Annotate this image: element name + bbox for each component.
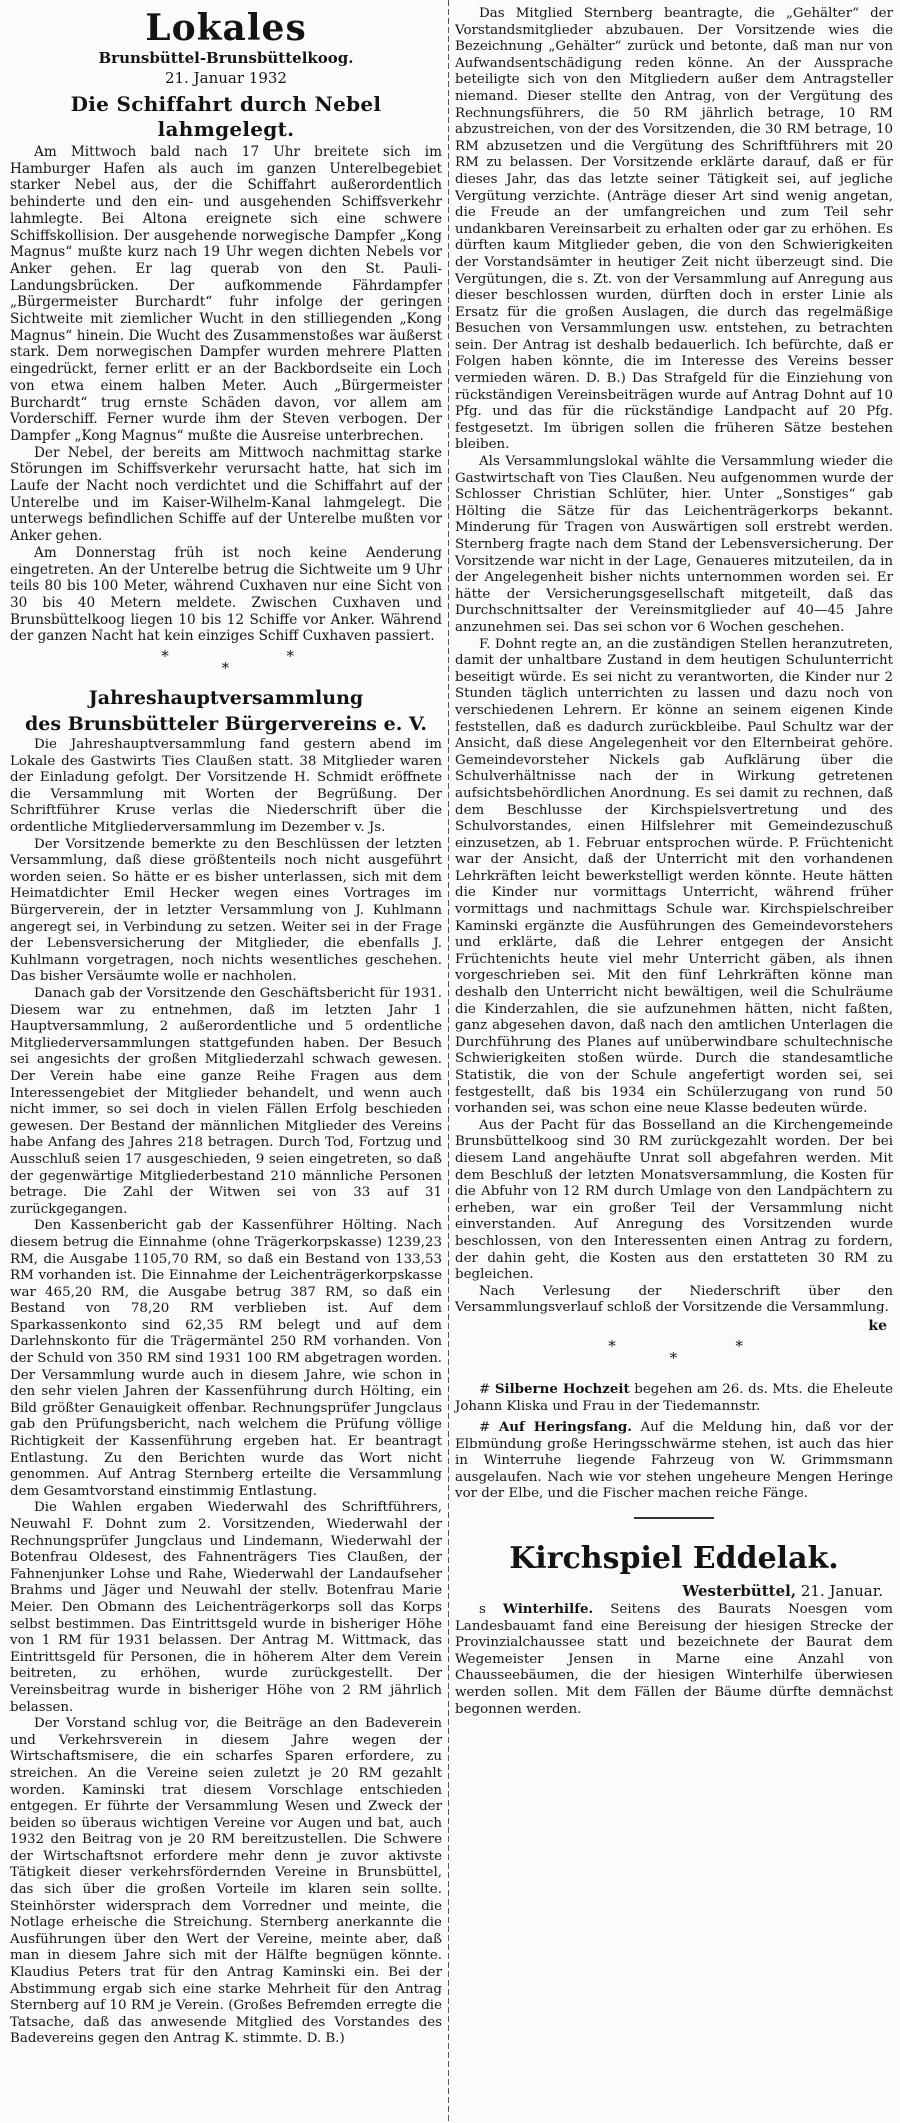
eddelak-dateline-place: Westerbüttel, [682,1582,797,1601]
article-assembly-paragraph: Die Wahlen ergaben Wiederwahl des Schriftführers, Neuwahl F. Dohnt zum 2. Vorsitzenden, Wiederwahl der Rechnungsprüfer Jungclaus und Lindemann, Wiederwahl der Botenfrau Oldesest, des Fahnenträgers Ties Claußen, der Fahnenjunker Lohse und Rahe, Wiederwahl der Landaufseher Brahms und Jäger und Neuwahl der stellv. Botenfrau Marie Meier. Den Obmann des Leichenträgerkorps soll das Korps selbst bestimmen. Das Eintrittsgeld wurde in bisheriger Höhe von 1 RM für 1931 belassen. Der Antrag M. Wittmack, das Eintrittsgeld für Personen, die in höherem Alter dem Verein beitreten, zu erhöhen, wurde zurückgestellt. Der Vereinsbeitrag wurde in bisheriger Höhe von 2 RM jährlich belassen. [10,1500,442,1715]
short-news-item [455,1419,893,1503]
section-separator [10,647,442,681]
article-assembly [10,685,442,2048]
article-assembly-continued [455,0,893,1335]
article-assembly-paragraph: Nach Verlesung der Niederschrift über den Versammlungsverlauf schloß der Vorsitzende die Versammlung. [455,1283,893,1316]
article-assembly-paragraph: Danach gab der Vorsitzende den Geschäftsbericht für 1931. Diesem war zu entnehmen, daß im letzten Jahr 1 Hauptversammlung, 2 außerordentliche und 5 ordentliche Mitgliederversammlungen stattgefunden haben. Der Besuch sei angesichts der großen Mitgliederzahl schwach gewesen. Der Verein habe eine ganze Reihe Fragen aus dem Interessengebiet der Mitglieder behandelt, und wenn auch nicht immer, so sei doch in vielen Fällen Erfolg beschieden gewesen. Der Bestand der männlichen Mitglieder des Vereins habe Anfang des Jahres 218 betragen. Durch Tod, Fortzug und Ausschluß seien 17 ausgeschieden, 9 seien eingetreten, so daß der gegenwärtige Mitgliederbestand 210 männliche Personen betrage. Die Zahl der Witwen sei von 33 auf 31 zurückgegangen. [10,986,442,1217]
hash-marker-icon: # [479,1381,491,1397]
separator-star: * [735,1336,743,1355]
dateline-place: Brunsbüttel-Brunsbüttelkoog. [98,49,354,67]
section-rule [634,1517,714,1519]
short-news-item [455,1381,893,1415]
article-assembly-paragraph: F. Dohnt regte an, an die zuständigen Stellen heranzutreten, damit der unhaltbare Zustand in dem heutigen Schulunterricht beseitigt würde. Es sei nicht zu verantworten, die Kinder nur 2 Stunden täglich unterrichten zu lassen und dazu noch von verschiedenen Lehrern. Er könne an seinem eigenen Kinde feststellen, daß es dadurch zurückbleibe. Paul Schultz war der Ansicht, daß diese Angelegenheit vor den Elternbeirat gehöre. Gemeindevorsteher Nickels gab Aufklärung über die Schulverhältnisse nach der in Wirkung getretenen aufsichtsbehördlichen Anordnung. Es sei damit zu rechnen, daß dem Beschlusse der Kirchspielsvertretung und des Schulvorstandes, einen Hilfslehrer mit Gemeindezuschuß einzusetzen, ab 1. Februar entsprochen würde. P. Früchtenicht war der Ansicht, daß der Unterricht mit den vorhandenen Lehrkräften leicht bewerkstelligt werden könnte. Heute hätten die Kinder nur vormittags Unterricht, während früher vormittags und nachmittags Schule war. Kirchspielschreiber Kaminski ergänzte die Ausführungen des Gemeindevorstehers und erklärte, daß die Lehrer entgegen der Ansicht Früchtenichts heute viel mehr Unterricht gäben, als ihnen vorgeschrieben sei. Mit den fünf Lehrkräften könne man deshalb den Unterricht nicht bewältigen, weil die Schulräume die Kinderzahlen, die sie aufzunehmen hätten, nicht faßten, ganz abgesehen davon, daß nach den amtlichen Unterlagen die Durchführung des Planes auf unüberwindbare schultechnische Schwierigkeiten stoßen würde. Durch die standesamtliche Statistik, die von der Schule angefertigt worden sei, sei festgestellt, daß bis 1934 ein Schülerzugang von rund 50 vorhanden sei, was schon eine neue Klasse bedeuten würde. [455,636,893,1117]
short-news-title: Auf Heringsfang. [498,1419,632,1436]
article-assembly-headline-line1: Jahreshauptversammlung [88,687,364,710]
eddelak-item-title: Winterhilfe. [502,1601,594,1618]
article-assembly-paragraph: Der Vorstand schlug vor, die Beiträge an den Badeverein und Verkehrsverein in diesem Jahre wegen der Wirtschaftsmisere, die ein scharfes Sparen erfordere, zu streichen. An die Vereine seien zuletzt je 20 RM gezahlt worden. Kaminski trat diesem Vorschlage entschieden entgegen. Er führte der Versammlung Wesen und Zweck der beiden so überaus wichtigen Vereine vor Augen und bat, auch 1932 den Beitrag von je 20 RM bereitzustellen. Die Schwere der Wirtschaftsnot erfordere mehr denn je zuvor aktivste Tätigkeit dieser verkehrsfördernden Vereine in Brunsbüttel, das sich über die großen Vorteile im klaren sein sollte. Steinhörster widersprach dem Vorredner und meinte, die Notlage erheische die Streichung. Sternberg anerkannte die Ausführungen über den Wert der Vereine, meinte aber, daß man in diesem Jahre sich mit der Hälfte begnügen könnte. Klaudius Peters trat für den Antrag Kaminski ein. Bei der Abstimmung ergab sich eine starke Mehrheit für den Antrag Sternberg auf 10 RM je Verein. (Großes Befremden erregte die Tatsache, daß das anwesende Mitglied des Vorstandes des Badevereins gegen den Antrag K. stimmte. D. B.) [10,1716,442,2047]
article-fog-headline: Die Schiffahrt durch Nebel lahmgelegt. [70,92,382,141]
section-masthead: Lokales [145,7,307,49]
eddelak-dateline-date: 21. Januar. [800,1582,883,1601]
section-separator [455,1337,893,1371]
eddelak-item-text: Seitens des Baurats Noesgen vom Landesbauamt fand eine Bereisung der hiesigen Strecke der Provinzialchaussee statt und bezeichnete der Baurat dem Wegemeister Jensen in Marne eine Anzahl von Chausseebäumen, die der hiesigen Winterhilfe überwiesen werden sollen. Mit dem Fällen der Bäume dürfte demnächst begonnen werden. [455,1602,894,1717]
column-divider [448,0,449,2123]
article-assembly-paragraph: Das Mitglied Sternberg beantragte, die „Gehälter“ der Vorstandsmitglieder abzubauen. Der Vorsitzende wies die Bezeichnung „Gehälter“ zurück und betonte, daß man nur von Aufwandsentschädigung reden könne. An der Aussprache beteiligte sich von den Mitgliedern außer dem Antragsteller niemand. Dieser stellte den Antrag, von der Vergütung des Rechnungsführers, die 50 RM jährlich betrage, 10 RM abzustreichen, von der des Vorsitzenden, die 30 RM betrage, 10 RM abzusetzen und die Vergütung des Schriftführers mit 20 RM zu belassen. Der Vorsitzende erklärte darauf, daß er für dieses Jahr, das das letzte seiner Tätigkeit sei, auf jegliche Vergütung verzichte. (Anträge dieser Art sind wenig angetan, die Freude an der umfangreichen und zum Teil sehr undankbaren Vereinsarbeit zu erhalten oder gar zu erhöhen. Es dürften kaum Mitglieder geben, die von den Schwierigkeiten der Vorstandsämter in heutiger Zeit nicht überzeugt sind. Die Vergütungen, die s. Zt. von der Versammlung auf Anregung aus dieser beschlossen wurden, dürften doch in erster Linie als Ersatz für die großen Auslagen, die durch das regelmäßige Besuchen von Versammlungen usw. entstehen, zu betrachten sein. Der Antrag ist deshalb bedauerlich. Ich befürchte, daß er Folgen haben könnte, die im Interesse des Vereins besser vermieden wären. D. B.) Das Strafgeld für die Einziehung von rückständigen Vereinsbeiträgen wurde auf Antrag Dohnt auf 10 Pfg. und das für die rückständige Landpacht auf 20 Pfg. festgesetzt. Im übrigen sollen die früheren Sätze bestehen bleiben. [455,6,893,453]
article-assembly-paragraph: Den Kassenbericht gab der Kassenführer Hölting. Nach diesem betrug die Einnahme (ohne Trägerkorpskasse) 1239,23 RM, die Ausgabe 1105,70 RM, so daß ein Bestand von 133,53 RM vorhanden ist. Die Einnahme der Leichenträgerkorpskasse war 465,20 RM, die Ausgabe betrug 387 RM, so daß ein Bestand von 78,20 RM verblieben ist. Auf dem Sparkassenkonto sind 62,35 RM belegt und auf dem Darlehnskonto für die Trägermäntel 250 RM vorhanden. Von der Schuld von 350 RM sind 1931 100 RM abgetragen worden. Der Versammlung wurde auch in diesem Jahre, wie schon in den sehr vielen Jahren der Kassenführung durch Hölting, ein Bild größter Genauigkeit offenbar. Rechnungsprüfer Jungclaus gab den Prüfungsbericht, nach welchem die Prüfung völlige Richtigkeit der Kassenführung ergeben hat. Er beantragt Entlastung. Zu den Berichten wurde das Wort nicht genommen. Auf Antrag Sternberg erteilte die Versammlung dem Gesamtvorstand einstimmig Entlastung. [10,1218,442,1499]
article-fog [10,92,442,645]
separator-star: * [221,659,230,678]
article-fog-paragraph: Der Nebel, der bereits am Mittwoch nachmittag starke Störungen im Schiffsverkehr verursacht hatte, hat sich im Laufe der Nacht noch verdichtet und die Schiffahrt auf der Unterelbe und im Kaiser-Wilhelm-Kanal lahmgelegt. Die unterwegs befindlichen Schiffe auf der Unterelbe mußten vor Anker gehen. [10,444,442,545]
article-assembly-paragraph: Der Vorsitzende bemerkte zu den Beschlüssen der letzten Versammlung, daß diese größtenteils noch nicht ausgeführt worden seien. So hätte er es bisher unterlassen, sich mit dem Heimatdichter Emil Hecker wegen eines Vortrages im Bürgerverein, der in letzter Versammlung von J. Kuhlmann angeregt sei, in Verbindung zu setzen. Weiter sei in der Frage der Lebensversicherung der Mitglieder, die ebenfalls J. Kuhlmann vorgetragen, noch nichts wesentliches geschehen. Das bisher Versäumte wolle er nachholen. [10,836,442,985]
author-signature: ke [868,1317,887,1334]
article-assembly-paragraph: Die Jahreshauptversammlung fand gestern abend im Lokale des Gastwirts Ties Claußen statt. 38 Mitglieder waren der Einladung gefolgt. Der Vorsitzende H. Schmidt eröffnete die Versammlung mit Worten der Begrüßung. Der Schriftführer Kruse verlas die Niederschrift über die ordentliche Mitgliederversammlung im Dezember v. Js. [10,737,442,836]
separator-star: * [161,647,169,666]
eddelak-masthead: Kirchspiel Eddelak. [509,1541,839,1577]
eddelak-section [455,1541,893,1718]
article-assembly-paragraph: Aus der Pacht für das Bosselland an die Kirchengemeinde Brunsbüttelkoog sind 30 RM zurückgezahlt worden. Der bei diesem Land angehäufte Unrat soll abgefahren werden. Mit dem Beschluß der letzten Monatsversammlung, die Kosten für die Abfuhr von 12 RM durch Umlage von den Landpächtern zu erheben, war ein großer Teil der Versammlung nicht einverstanden. Auf Anregung des Vorsitzenden wurde beschlossen, von den Interessenten einen Antrag zu fordern, der dahin geht, die Kosten aus den erstatteten 30 RM zu begleichen. [455,1117,893,1283]
eddelak-dateline [455,1581,883,1601]
separator-star: * [669,1348,678,1367]
right-column [455,0,893,2123]
short-news-title: Silberne Hochzeit [494,1380,630,1397]
short-news [455,1381,893,1503]
left-column [10,0,442,2123]
separator-star: * [608,1336,616,1355]
article-fog-paragraph: Am Donnerstag früh ist noch keine Aenderung eingetreten. An der Unterelbe betrug die Sichtweite um 9 Uhr teils 80 bis 100 Meter, während Cuxhaven nur eine Sicht von 30 bis 40 Metern meldete. Zwischen Cuxhaven und Brunsbüttelkoog liegen 10 bis 12 Schiffe vor Anker. Während der ganzen Nacht hat kein einziges Schiff Cuxhaven passiert. [10,544,442,645]
article-fog-paragraph: Am Mittwoch bald nach 17 Uhr breitete sich im Hamburger Hafen als auch im ganzen Unterelbegebiet starker Nebel aus, der die Schiffahrt außerordentlich behinderte und den ein- und ausgehenden Schiffsverkehr lahmlegte. Bei Altona ereignete sich eine schwere Schiffskollision. Der ausgehende norwegische Dampfer „Kong Magnus“ mußte kurz nach 19 Uhr wegen dichten Nebels vor Anker gehen. Er lag querab von den St. Pauli-Landungsbrücken. Der aufkommende Fährdampfer „Bürgermeister Burchardt“ fuhr infolge der geringen Sichtweite mit ziemlicher Wucht in den stilliegenden „Kong Magnus“ hinein. Die Wucht des Zusammenstoßes war äußerst stark. Dem norwegischen Dampfer wurden mehrere Platten eingedrückt, ferner erlitt er an der Backbordseite ein Loch von etwa einem halben Meter. Auch „Bürgermeister Burchardt“ trug ernste Schäden davon, vor allem am Vorderschiff. Ferner wurde ihm der Steven verbogen. Der Dampfer „Kong Magnus“ mußte die Ausreise unterbrechen. [10,144,442,444]
hash-marker-icon: # [479,1420,491,1436]
dateline-date: 21. Januar 1932 [165,69,287,87]
article-assembly-paragraph: Als Versammlungslokal wählte die Versammlung wieder die Gastwirtschaft von Ties Claußen. Neu aufgenommen wurde der Schlosser Christian Schlüter, hier. Unter „Sonstiges“ gab Hölting die Sätze für das Leichenträgerkorps bekannt. Minderung für Tragen von Auswärtigen soll erstrebt werden. Sternberg fragte nach dem Stand der Lebensversicherung. Der Vorsitzende war nicht in der Lage, Genaueres mitzuteilen, da in der Angelegenheit bisher nichts unternommen worden sei. Er hätte der Versicherungsgesellschaft mitgeteilt, daß das Durchschnittsalter der Vereinsmitglieder auf 40—45 Jahre anzunehmen sei. Das sei schon vor 6 Wochen geschehen. [455,454,893,635]
item-marker: s [479,1602,486,1618]
short-news-text: begehen am 26. ds. Mts. die Eheleute Johann Kliska und Frau in der Tiedemannstr. [455,1381,893,1414]
short-news-text: Auf die Meldung hin, daß vor der Elbmündung große Heringsschwärme stehen, ist auch das hier in Winterruhe liegende Fahrzeug von W. Grimmsmann ausgelaufen. Nach wie vor stehen ungeheure Mengen Heringe vor der Elbe, und die Fischer machen reiche Fänge. [455,1420,893,1502]
article-assembly-headline-line2: des Brunsbütteler Bürgervereins e. V. [25,713,427,736]
eddelak-item [455,1601,893,1718]
separator-star: * [286,647,294,666]
